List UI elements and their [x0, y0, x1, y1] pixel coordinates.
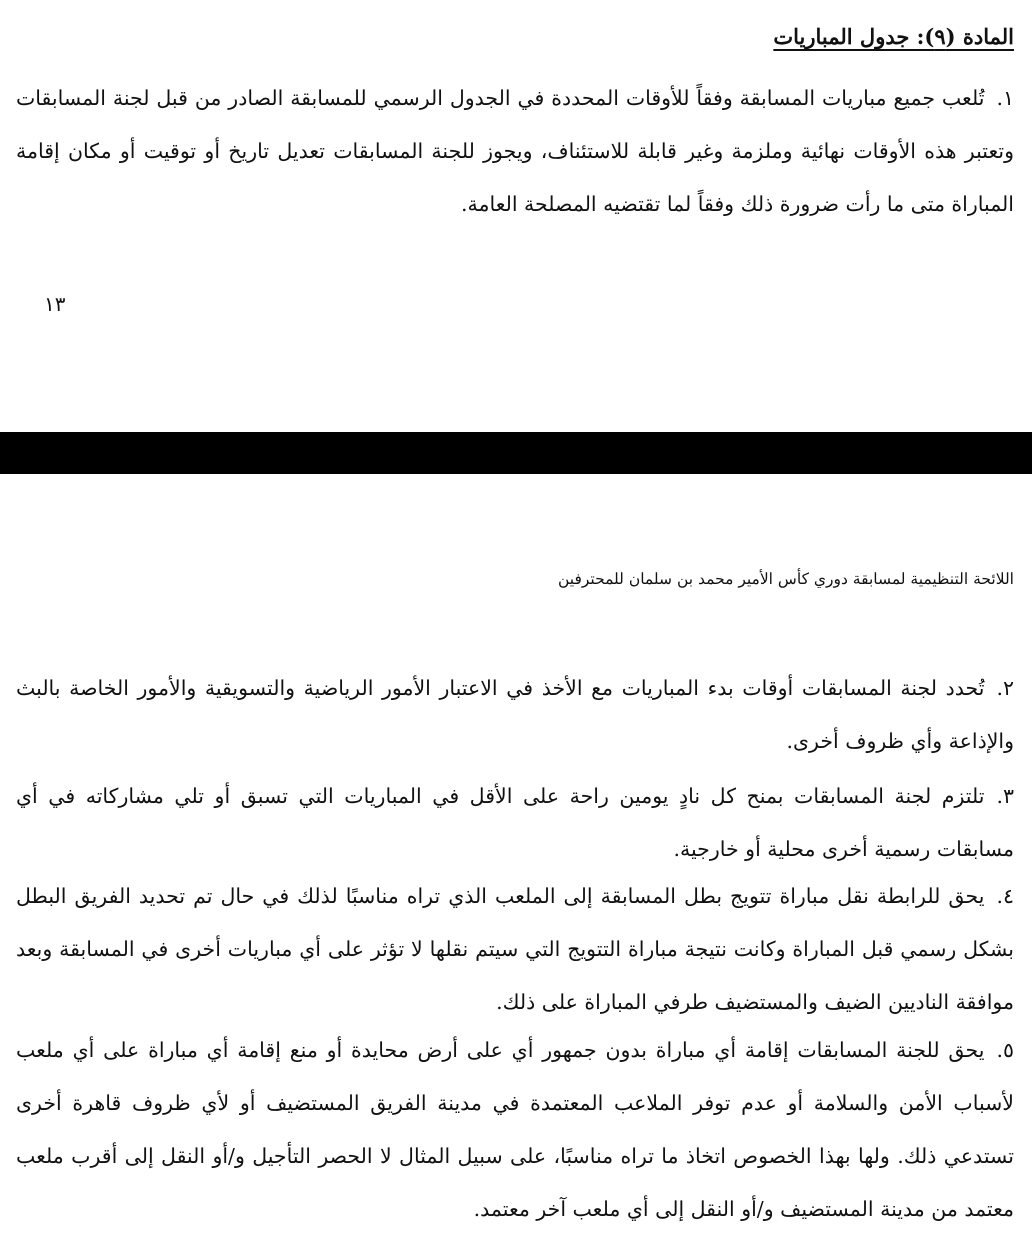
document-page-bottom — [0, 474, 1032, 1221]
clause-5 — [16, 1024, 1014, 1236]
clause-text: يحق للرابطة نقل مباراة تتويج بطل المسابقة إلى الملعب الذي تراه مناسبًا لذلك في حال تم تحديد الفريق البطل بشكل رسمي قبل المباراة وكانت نتيجة مباراة التتويج التي سيتم نقلها لا تؤثر على أي مباريات أخرى في المسابقة وبعد موافقة الناديين الضيف والمستضيف طرفي المباراة على ذلك. — [16, 884, 1014, 1014]
clause-number: ٥. — [996, 1038, 1014, 1062]
running-header: اللائحة التنظيمية لمسابقة دوري كأس الأمير محمد بن سلمان للمحترفين — [557, 570, 1014, 588]
clause-text: يحق للجنة المسابقات إقامة أي مباراة بدون جمهور أي على أرض محايدة أو منع إقامة أي مباراة على أي ملعب لأسباب الأمن والسلامة أو عدم توفر الملاعب المعتمدة في مدينة الفريق المستضيف أو لأي ظروف قاهرة أخرى تستدعي ذلك. ولها بهذا الخصوص اتخاذ ما تراه مناسبًا، على سبيل المثال لا الحصر التأجيل و/أو النقل إلى أقرب ملعب معتمد من مدينة المستضيف و/أو النقل إلى أي ملعب آخر معتمد. — [16, 1038, 1014, 1221]
clause-number: ٢. — [996, 676, 1014, 700]
clause-text: تلتزم لجنة المسابقات بمنح كل نادٍ يومين راحة على الأقل في المباريات التي تسبق أو تلي مشاركاته في أي مسابقات رسمية أخرى محلية أو خارجية. — [16, 784, 1014, 861]
document-page-top — [0, 0, 1032, 432]
clause-4 — [16, 870, 1014, 1029]
page-separator-bar — [0, 432, 1032, 474]
clause-3 — [16, 770, 1014, 876]
clause-1 — [16, 72, 1014, 231]
page-number: ١٣ — [44, 292, 66, 316]
clause-2 — [16, 662, 1014, 768]
clause-number: ٣. — [996, 784, 1014, 808]
clause-number: ٤. — [996, 884, 1014, 908]
clause-text: تُلعب جميع مباريات المسابقة وفقاً للأوقات المحددة في الجدول الرسمي للمسابقة الصادر من قبل لجنة المسابقات وتعتبر هذه الأوقات نهائية وملزمة وغير قابلة للاستئناف، ويجوز للجنة المسابقات تعديل تاريخ أو توقيت أو مكان إقامة المباراة متى ما رأت ضرورة ذلك وفقاً لما تقتضيه المصلحة العامة. — [16, 86, 1014, 216]
clause-text: تُحدد لجنة المسابقات أوقات بدء المباريات مع الأخذ في الاعتبار الأمور الرياضية والتسويقية والأمور الخاصة بالبث والإذاعة وأي ظروف أخرى. — [16, 676, 1014, 753]
clause-number: ١. — [996, 86, 1014, 110]
article-heading: المادة (٩): جدول المباريات — [773, 24, 1014, 49]
